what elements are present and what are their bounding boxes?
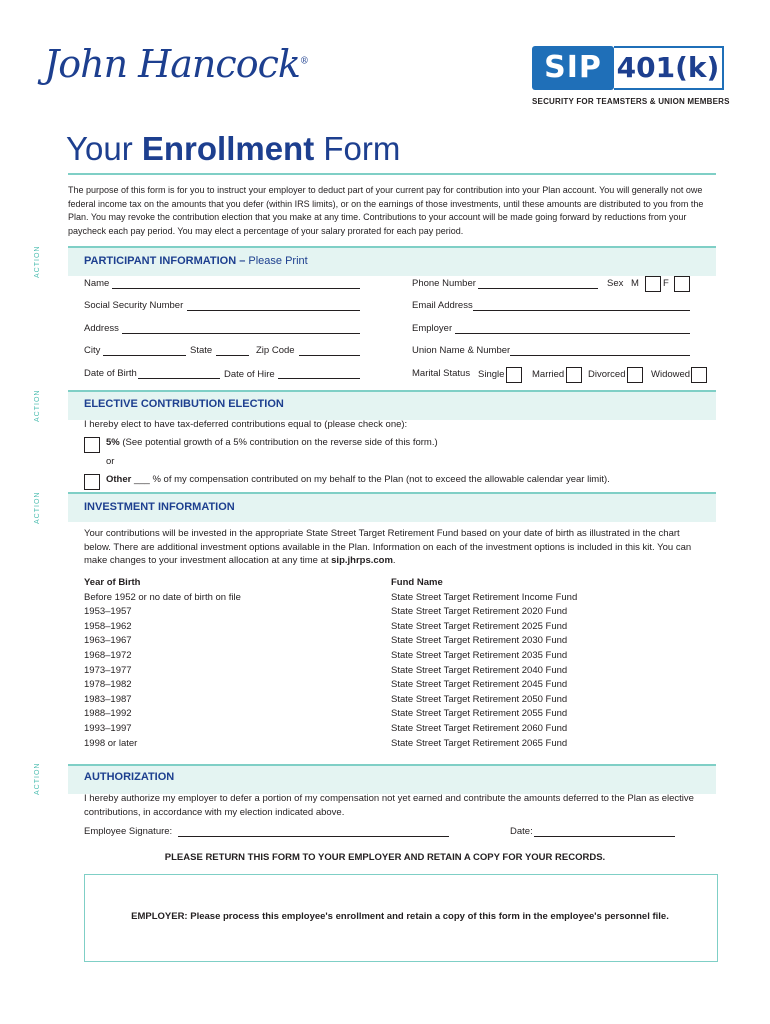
- dob-field[interactable]: [138, 378, 220, 379]
- fund-table-row: [84, 693, 704, 708]
- fund-table-header: [84, 576, 704, 591]
- participant-section-title: PARTICIPANT INFORMATION – Please Print: [84, 255, 308, 267]
- birth-year-cell: 1963–1967: [84, 635, 132, 647]
- ssn-label: Social Security Number: [84, 300, 184, 311]
- state-label: State: [190, 345, 213, 356]
- birth-year-cell: 1998 or later: [84, 737, 138, 749]
- zip-field[interactable]: [299, 355, 360, 356]
- fund-name-cell: State Street Target Retirement 2065 Fund: [391, 737, 568, 749]
- elective-section-title: ELECTIVE CONTRIBUTION ELECTION: [84, 398, 284, 410]
- fund-table: [84, 576, 704, 751]
- tagline: SECURITY FOR TEAMSTERS & UNION MEMBERS: [532, 97, 730, 106]
- date-field[interactable]: [534, 836, 675, 837]
- widowed-checkbox[interactable]: [691, 367, 707, 383]
- phone-field[interactable]: [478, 288, 598, 289]
- fund-table-row: [84, 722, 704, 737]
- divorced-label: Divorced: [588, 369, 626, 380]
- birth-year-cell: 1953–1957: [84, 606, 132, 618]
- birth-year-cell: 1978–1982: [84, 679, 132, 691]
- other-percent-option: Other ___ % of my compensation contributed on my behalf to the Plan (not to exceed the allowable calendar year limit).: [106, 474, 610, 485]
- fund-name-cell: State Street Target Retirement 2045 Fund: [391, 679, 568, 691]
- birth-year-cell: 1993–1997: [84, 722, 132, 734]
- widowed-label: Widowed: [651, 369, 691, 380]
- fund-name-cell: State Street Target Retirement 2020 Fund: [391, 606, 568, 618]
- elective-intro: I hereby elect to have tax-deferred contributions equal to (please check one):: [84, 419, 408, 430]
- name-label: Name: [84, 278, 110, 289]
- fund-table-row: [84, 737, 704, 752]
- birth-year-cell: 1983–1987: [84, 693, 132, 705]
- city-label: City: [84, 345, 101, 356]
- signature-label: Employee Signature:: [84, 826, 173, 837]
- action-label: ACTION: [34, 491, 41, 524]
- fund-name-cell: State Street Target Retirement 2055 Fund: [391, 708, 568, 720]
- phone-label: Phone Number: [412, 278, 476, 289]
- sex-f-label: F: [663, 278, 669, 289]
- plan-website-link[interactable]: sip.jhrps.com: [331, 555, 393, 566]
- address-field[interactable]: [122, 333, 360, 334]
- fund-table-row: [84, 664, 704, 679]
- doh-label: Date of Hire: [224, 369, 275, 380]
- signature-field[interactable]: [178, 836, 449, 837]
- page-title: Your Enrollment Form: [66, 130, 401, 167]
- state-field[interactable]: [216, 355, 249, 356]
- fund-name-cell: State Street Target Retirement 2050 Fund: [391, 693, 568, 705]
- date-label: Date:: [510, 826, 533, 837]
- ssn-field[interactable]: [187, 310, 360, 311]
- marital-label: Marital Status: [412, 368, 471, 379]
- intro-text: The purpose of this form is for you to instruct your employer to deduct part of your current pay for contribution into your Plan account. You will generally not owe federal income tax on the amounts that you defer (within IRS limits), or on the earnings of those investments, until these amounts are distributed to you from the Plan. You may revoke the contribution election that you make at any time. Contributions to your account will be made going forward by reductions from your paycheck each pay period. You may elect a percentage of your salary prorated for each pay period.: [68, 185, 704, 236]
- logo-registered-mark: ®: [299, 56, 308, 67]
- investment-text: Your contributions will be invested in the appropriate State Street Target Retirement Fund based on your date of birth as illustrated in the chart below. There are additional investment options available in the Plan. Information on each of the investment options is included in this kit. You can make changes to your investment allocation at any time at sip.jhrps.com.: [84, 528, 692, 566]
- birth-year-cell: 1968–1972: [84, 649, 132, 661]
- doh-field[interactable]: [278, 378, 360, 379]
- year-column-header: Year of Birth: [84, 577, 141, 588]
- action-label: ACTION: [34, 762, 41, 795]
- sex-label: Sex: [607, 278, 624, 289]
- investment-section-title: INVESTMENT INFORMATION: [84, 501, 235, 513]
- return-notice: PLEASE RETURN THIS FORM TO YOUR EMPLOYER AND RETAIN A COPY FOR YOUR RECORDS.: [164, 852, 606, 863]
- employer-field[interactable]: [455, 333, 690, 334]
- fund-table-row: [84, 649, 704, 664]
- john-hancock-logo: [44, 42, 308, 86]
- zip-label: Zip Code: [256, 345, 295, 356]
- fund-table-row: [84, 634, 704, 649]
- name-field[interactable]: [112, 288, 360, 289]
- action-label: ACTION: [34, 245, 41, 278]
- birth-year-cell: Before 1952 or no date of birth on file: [84, 591, 241, 603]
- fund-table-row: [84, 678, 704, 693]
- email-field[interactable]: [473, 310, 690, 311]
- fund-table-row: [84, 707, 704, 722]
- or-text: or: [106, 456, 115, 467]
- employer-notice: EMPLOYER: Please process this employee's enrollment and retain a copy of this form in the employee's personnel file.: [131, 911, 669, 922]
- five-percent-option: 5% (See potential growth of a 5% contribution on the reverse side of this form.): [106, 437, 438, 448]
- fund-table-row: [84, 591, 704, 606]
- authorization-text: I hereby authorize my employer to defer a portion of my compensation not yet earned and contribute the amounts deferred to the Plan as elective contributions, in accordance with my election indicated above.: [84, 793, 694, 818]
- employer-label: Employer: [412, 323, 453, 334]
- birth-year-cell: 1958–1962: [84, 620, 132, 632]
- dob-label: Date of Birth: [84, 368, 137, 379]
- five-percent-checkbox[interactable]: [84, 437, 100, 453]
- email-label: Email Address: [412, 300, 473, 311]
- sex-f-checkbox[interactable]: [674, 276, 690, 292]
- fund-table-row: [84, 605, 704, 620]
- fund-name-cell: State Street Target Retirement 2025 Fund: [391, 620, 568, 632]
- fund-table-row: [84, 620, 704, 635]
- union-label: Union Name & Number: [412, 345, 511, 356]
- sip-logo: SIP: [532, 46, 614, 90]
- fund-name-cell: State Street Target Retirement 2030 Fund: [391, 635, 568, 647]
- 401k-logo: 401(k): [614, 46, 724, 90]
- title-divider: [68, 173, 716, 175]
- fund-name-cell: State Street Target Retirement 2035 Fund: [391, 649, 568, 661]
- action-label: ACTION: [34, 389, 41, 422]
- fund-column-header: Fund Name: [391, 577, 443, 588]
- address-label: Address: [84, 323, 119, 334]
- logo-text: John Hancock: [44, 42, 300, 86]
- married-label: Married: [532, 369, 565, 380]
- sex-m-checkbox[interactable]: [645, 276, 661, 292]
- sex-m-label: M: [631, 278, 639, 289]
- single-checkbox[interactable]: [506, 367, 522, 383]
- fund-name-cell: State Street Target Retirement 2040 Fund: [391, 664, 568, 676]
- fund-name-cell: State Street Target Retirement Income Fund: [391, 591, 578, 603]
- city-field[interactable]: [103, 355, 186, 356]
- union-field[interactable]: [510, 355, 690, 356]
- birth-year-cell: 1973–1977: [84, 664, 132, 676]
- birth-year-cell: 1988–1992: [84, 708, 132, 720]
- divorced-checkbox[interactable]: [627, 367, 643, 383]
- authorization-section-title: AUTHORIZATION: [84, 771, 175, 783]
- married-checkbox[interactable]: [566, 367, 582, 383]
- fund-name-cell: State Street Target Retirement 2060 Fund: [391, 722, 568, 734]
- other-percent-checkbox[interactable]: [84, 474, 100, 490]
- single-label: Single: [478, 369, 505, 380]
